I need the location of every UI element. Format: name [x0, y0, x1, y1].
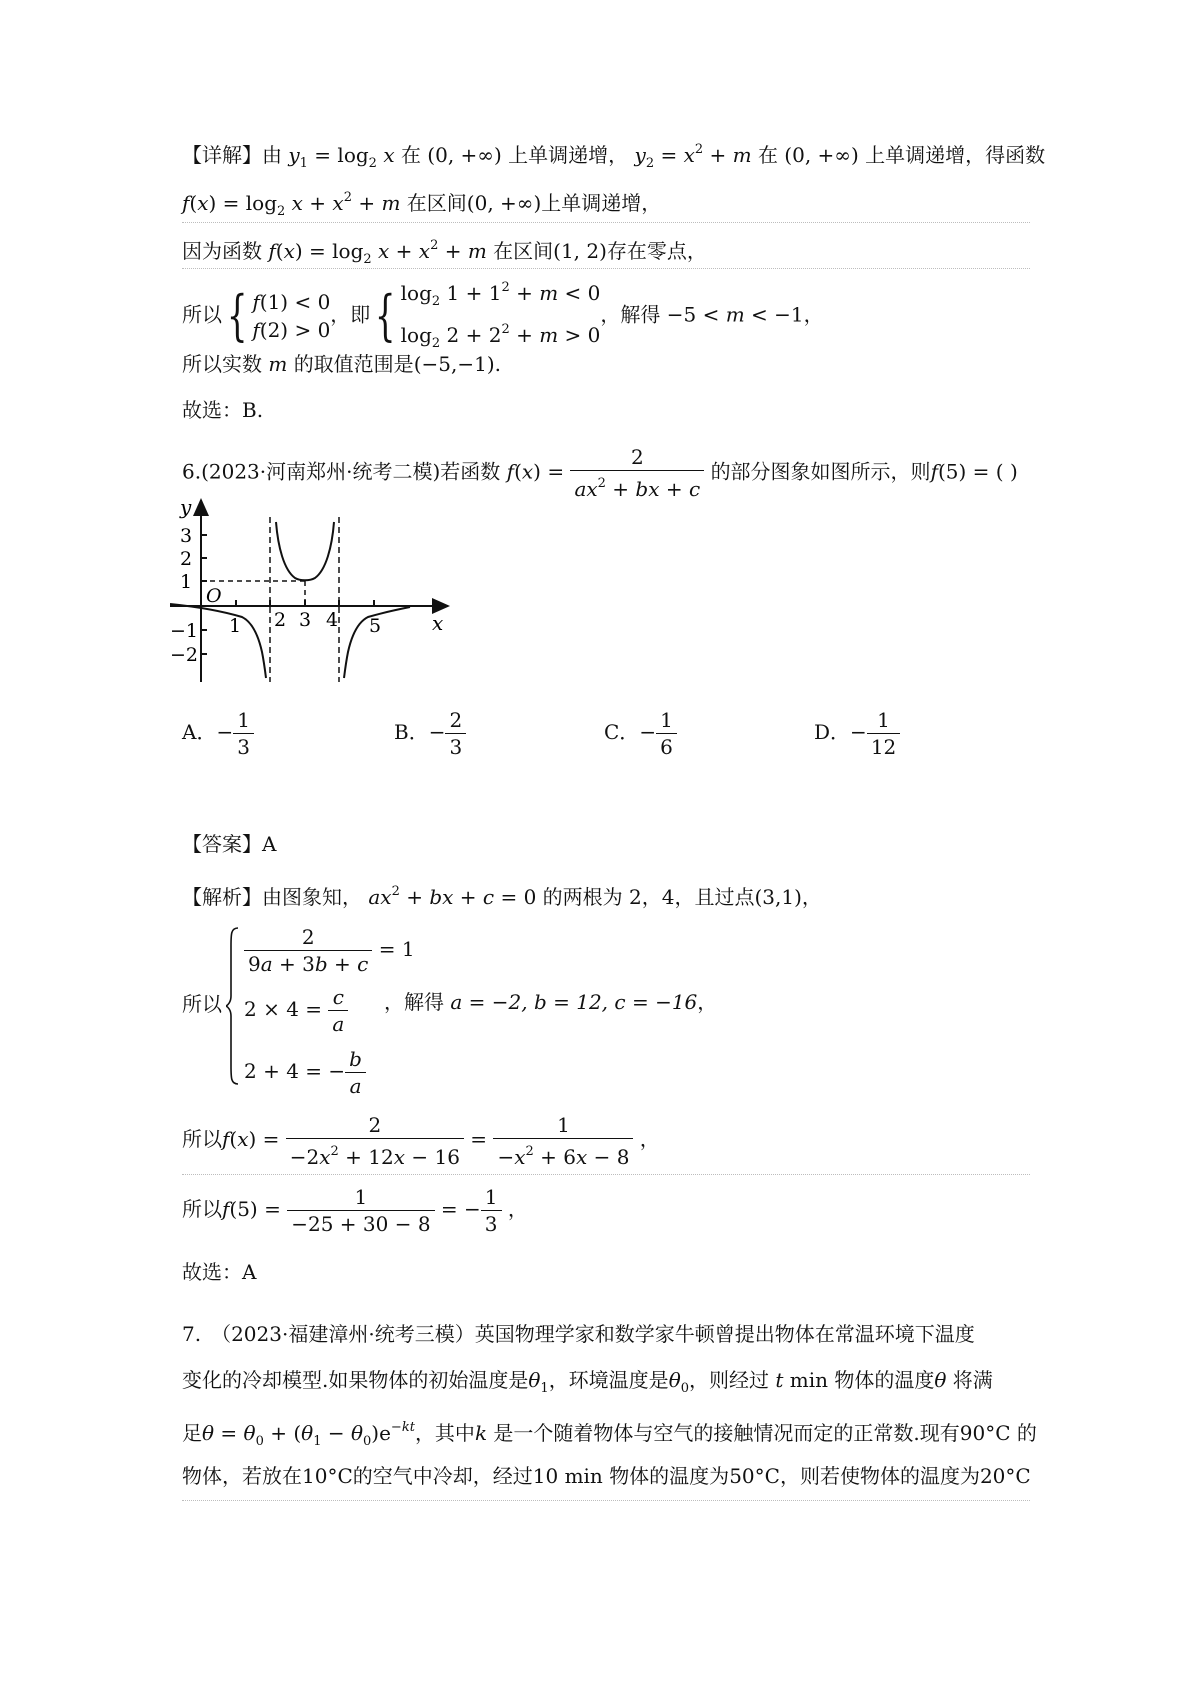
svg-text:2: 2: [180, 548, 193, 570]
option-a[interactable]: A．− $\frac{1}{3}$: [182, 704, 254, 760]
option-d[interactable]: D．− $\frac{1}{12}$: [814, 704, 900, 760]
system-brace: [226, 926, 240, 1086]
divider: [182, 268, 1030, 269]
origin-label: O: [206, 585, 222, 607]
curve-middle: [276, 522, 334, 580]
q7-line-3: 足$\theta = \theta_0 + (\theta_1 - \theta_0)e^{-kt}$，其中k 是一个随着物体与空气的接触情况而定的正常数.现有90°C 的: [182, 1420, 1037, 1449]
system-label: 所以: [182, 992, 222, 1016]
analysis-line-1: 【解析】由图象知， $ax^2$ + bx + c = 0 的两根为 2，4，且过点(3,1)，: [182, 884, 822, 909]
divider: [182, 1500, 1030, 1501]
svg-text:3: 3: [180, 525, 193, 547]
answer-choice-q5: 故选：B.: [182, 398, 264, 422]
y-axis-label: y: [180, 495, 192, 519]
svg-text:1: 1: [229, 615, 242, 637]
answer-q6: 【答案】A: [182, 832, 277, 856]
option-b[interactable]: B．− $\frac{2}{3}$: [394, 704, 466, 760]
svg-text:1: 1: [180, 571, 193, 593]
f5-value: 所以f(5) = $\frac{1}{-25 + 30 - 8}$ = − $\frac{1}{3}$ ，: [182, 1185, 528, 1236]
detail-line-2: $f(x) = \log_2 x + x^2 + m$ 在区间(0, +∞)上单调递增，: [182, 190, 662, 219]
option-c[interactable]: C．− $\frac{1}{6}$: [604, 704, 677, 760]
divider: [182, 222, 1030, 223]
equation-2: 2 × 4 = $\frac{c}{a}$: [244, 984, 348, 1037]
svg-text:5: 5: [369, 615, 382, 637]
question-6-stem: 6.(2023·河南郑州·统考二模)若函数 f(x) = $\frac{2}{ax^2 + bx + c}$ 的部分图象如图所示，则f(5) = ( ): [182, 445, 1018, 501]
q7-line-1: 7. （2023·福建漳州·统考三模）英国物理学家和数学家牛顿曾提出物体在常温环境下温度: [182, 1322, 975, 1346]
q7-line-2: 变化的冷却模型.如果物体的初始温度是$\theta_1$，环境温度是$\theta_0$，则经过 t min 物体的温度θ 将满: [182, 1368, 993, 1396]
equation-3: 2 + 4 = − $\frac{b}{a}$: [244, 1046, 366, 1099]
detail-line-3: 因为函数 $f(x) = \log_2 x + x^2 + m$ 在区间(1, 2)存在零点，: [182, 238, 707, 267]
q7-line-4: 物体，若放在10°C的空气中冷却，经过10 min 物体的温度为50°C，则若使物体的温度为20°C: [182, 1464, 1031, 1488]
svg-text:3: 3: [299, 609, 312, 631]
svg-text:−2: −2: [170, 644, 199, 666]
divider: [182, 1174, 1030, 1175]
solve-result: ，解得 a = −2, b = 12, c = −16，: [384, 990, 718, 1014]
function-graph: [170, 492, 490, 692]
detail-line-1: 【详解】由 $y_1 = \log_2 x$ 在 (0, +∞) 上单调递增， $y_2 = x^2 + m$ 在 (0, +∞) 上单调递增，得函数: [182, 142, 1046, 171]
detail-line-5: 所以实数 m 的取值范围是(−5,−1).: [182, 352, 501, 376]
svg-text:2: 2: [274, 609, 287, 631]
x-axis-label: x: [432, 611, 444, 635]
fx-expression: 所以f(x) = $\frac{2}{-2x^2 + 12x - 16}$ = $\frac{1}{-x^2 + 6x - 8}$ ，: [182, 1112, 660, 1169]
svg-text:4: 4: [326, 609, 339, 631]
answer-choice-q6: 故选：A: [182, 1260, 257, 1284]
detail-line-4: 所以{ f(1) < 0 f(2) > 0，即{ $\log_2 1 + 1^2 + m < 0$ $\log_2 2 + 2^2 + m > 0$，解得 −5 < m < −1，: [182, 280, 824, 351]
svg-text:−1: −1: [170, 620, 199, 642]
equation-1: $\frac{2}{9a + 3b + c}$ = 1: [244, 924, 415, 977]
